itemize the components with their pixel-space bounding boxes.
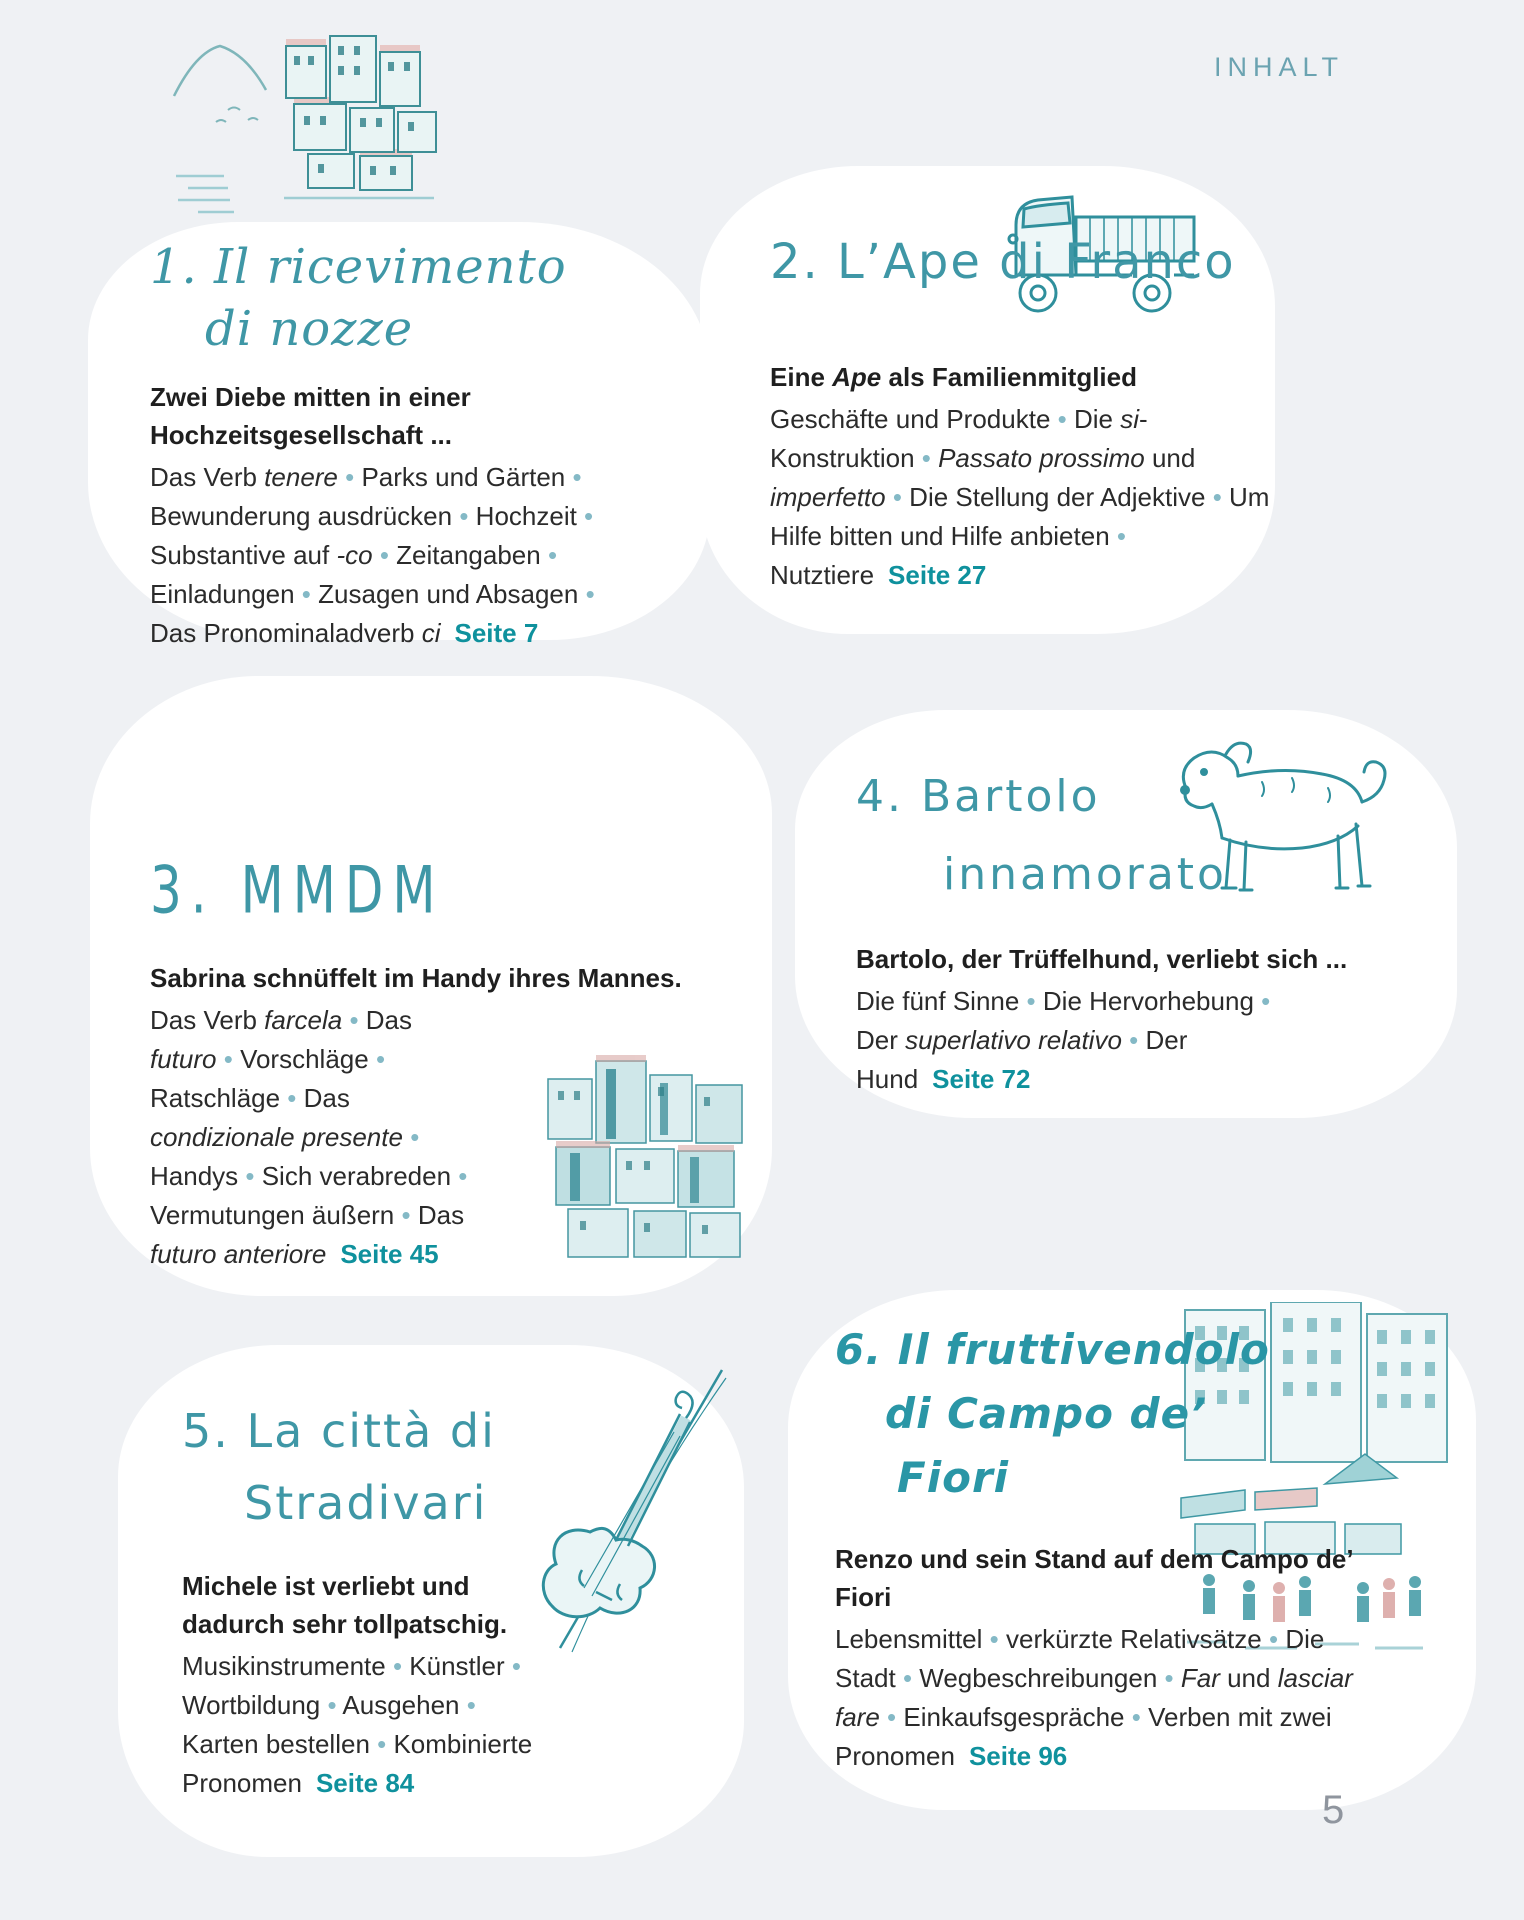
chapter-4-lead: Bartolo, der Trüffelhund, verliebt sich ... xyxy=(856,944,1348,974)
page-number: 5 xyxy=(1322,1788,1345,1832)
chapter-4 xyxy=(856,758,1456,1099)
chapter-4-topics: Die fünf Sinne • Die Hervorhebung • Der superlativo relativo • Der Hund Seite 72 xyxy=(856,986,1271,1094)
text-wrap-spacer xyxy=(544,1647,682,1691)
chapter-6-title-line-3: Fiori xyxy=(897,1453,1010,1502)
chapter-1-title-line-2: di nozze xyxy=(205,301,414,357)
chapter-3-title-line-1: 3. MMDM xyxy=(150,852,445,929)
chapter-3-lead: Sabrina schnüffelt im Handy ihres Mannes. xyxy=(150,963,682,993)
chapter-4-title xyxy=(856,758,1456,914)
chapter-1-title-line-1: 1. Il ricevimento xyxy=(150,239,567,295)
hillside-town-illustration xyxy=(488,1049,750,1291)
chapter-6-topics: Lebensmittel • verkürzte Relativsätze • Die Stadt • Wegbeschreibungen • Far und lasciar fare • Einkaufsgespräche • Verben mit zwei Pronomen Seite 96 xyxy=(835,1624,1353,1771)
chapter-2-topics: Geschäfte und Produkte • Die si-Konstruktion • Passato prossimo und imperfetto • Die Stellung der Adjektive • Um Hilfe bitten und Hilfe anbieten • Nutztiere Seite 27 xyxy=(770,404,1270,590)
chapter-3-topics: Das Verb farcela • Das futuro • Vorschläge • Ratschläge • Das condizionale presente • Handys • Sich verabreden • Vermutungen äußern • Das futuro anteriore Seite 45 xyxy=(150,1001,750,1274)
chapter-5-title-line-2: Stradivari xyxy=(244,1476,488,1530)
chapter-5-title-line-1: 5. La città di xyxy=(182,1404,496,1458)
chapter-3 xyxy=(150,845,750,1301)
chapter-1-topics: Das Verb tenere • Parks und Gärten • Bewunderung ausdrücken • Hochzeit • Substantive auf -co • Zeitangaben • Einladungen • Zusagen und Absagen • Das Pronominaladverb ci Seite 7 xyxy=(150,462,595,648)
chapter-4-title-line-1: 4. Bartolo xyxy=(856,771,1101,822)
chapter-6-title xyxy=(835,1318,1375,1510)
chapter-2-title xyxy=(770,212,1275,312)
chapter-1-lead: Zwei Diebe mitten in einer Hochzeitsgesellschaft ... xyxy=(150,382,471,450)
page-header: INHALT xyxy=(1213,52,1344,82)
coastal-village-illustration xyxy=(168,26,446,231)
chapter-6-title-line-1: 6. Il fruttivendolo xyxy=(835,1325,1270,1374)
chapter-4-title-line-2: innamorato xyxy=(943,849,1227,900)
chapter-5-lead: Michele ist verliebt und dadurch sehr tollpatschig. xyxy=(182,1571,508,1639)
chapter-6-lead: Renzo und sein Stand auf dem Campo de’ Fiori xyxy=(835,1544,1353,1612)
chapter-5-topics: Musikinstrumente • Künstler • Wortbildung • Ausgehen • Karten bestellen • Kombinierte Pronomen Seite 84 xyxy=(182,1647,682,1803)
chapter-6-title-line-2: di Campo de’ xyxy=(885,1389,1208,1438)
chapter-5-title xyxy=(182,1395,682,1539)
chapter-3-title xyxy=(150,845,750,929)
chapter-1 xyxy=(150,236,610,653)
chapter-2-title-line-1: 2. L’Ape di Franco xyxy=(770,234,1236,290)
chapter-2-lead: Eine Ape als Familienmitglied xyxy=(770,362,1137,392)
chapter-5 xyxy=(182,1395,682,1803)
chapter-6 xyxy=(835,1318,1375,1776)
chapter-2 xyxy=(770,212,1275,595)
chapter-1-title xyxy=(150,236,610,360)
